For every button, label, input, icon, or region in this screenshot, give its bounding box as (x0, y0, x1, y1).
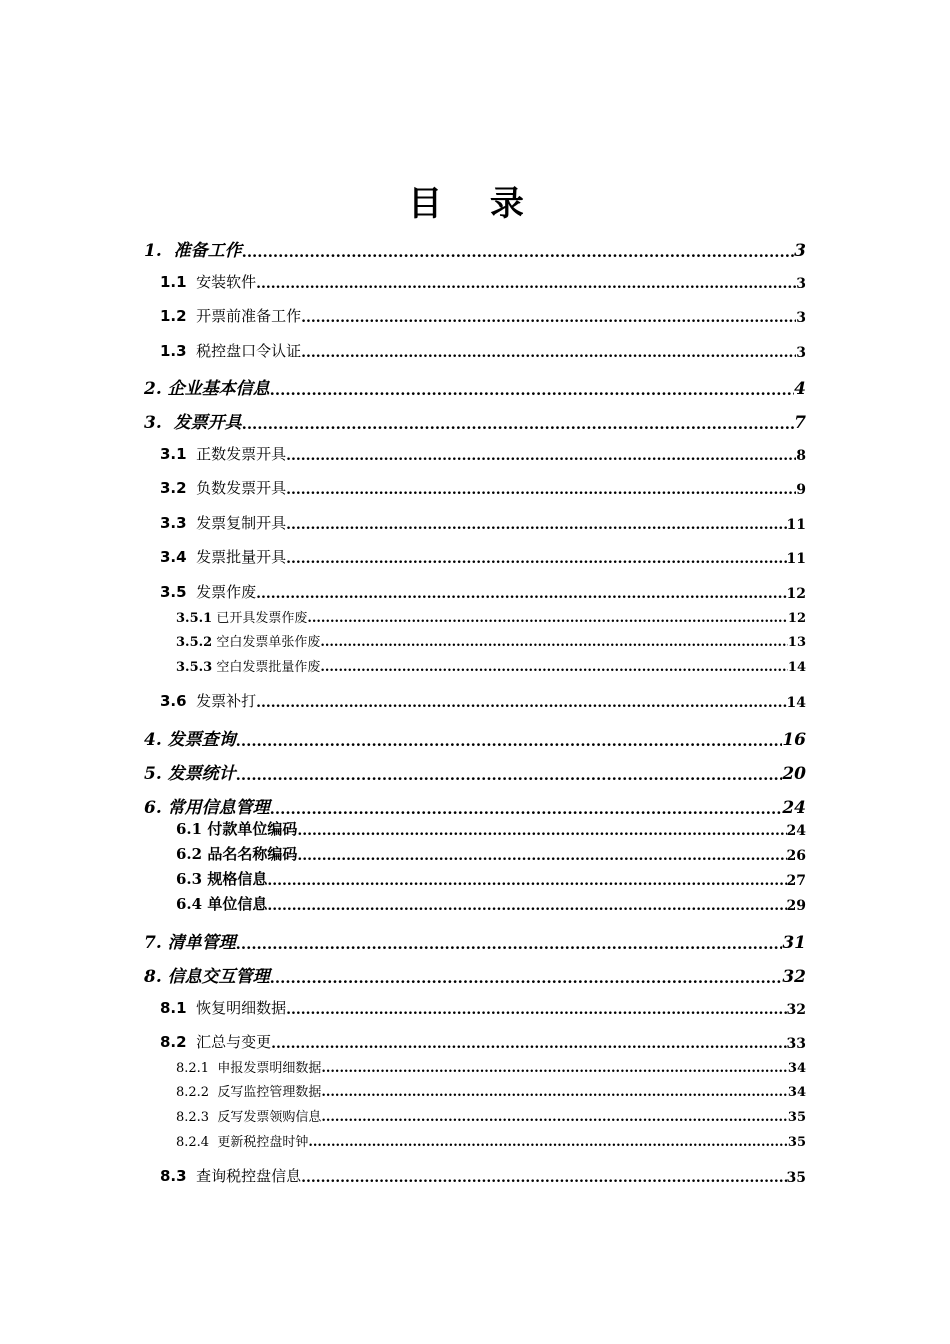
toc-entry[interactable]: 3.6 发票补打 ..... 14 (160, 690, 806, 711)
page-number: 11 (786, 551, 806, 567)
toc-entry[interactable]: 8.2 汇总与变更 ..... 33 (160, 1031, 806, 1052)
page-number: 34 (787, 1085, 806, 1100)
toc-entry[interactable]: 6. 常用信息管理 ..... 24 (144, 793, 806, 818)
toc-entry[interactable]: 6.4 单位信息 ..... 29 (176, 893, 806, 914)
toc-entry[interactable]: 8.2.2 反写监控管理数据 ..... 34 (176, 1081, 806, 1100)
page-number: 20 (782, 764, 806, 784)
page-number: 32 (782, 967, 806, 987)
toc-entry[interactable]: 3.1 正数发票开具 ..... 8 (160, 443, 806, 464)
page-number: 3 (796, 276, 806, 292)
toc-entry[interactable]: 3.2 负数发票开具 ..... 9 (160, 477, 806, 498)
page-number: 14 (786, 695, 806, 711)
toc-entry[interactable]: 1.3 税控盘口令认证 ..... 3 (160, 340, 806, 361)
toc-entry[interactable]: 4. 发票查询 ..... 16 (144, 725, 806, 750)
toc-entry[interactable]: 8.2.1 申报发票明细数据 ..... 34 (176, 1057, 806, 1076)
toc-entry[interactable]: 2. 企业基本信息 ..... 4 (144, 374, 806, 399)
toc-entry[interactable]: 1.2 开票前准备工作 ..... 3 (160, 305, 806, 326)
page-number: 16 (782, 730, 806, 750)
toc-entry[interactable]: 1. 准备工作 ..... 3 (144, 236, 806, 261)
page-number: 34 (787, 1061, 806, 1076)
toc-entry[interactable]: 3.5.1 已开具发票作废 ..... 12 (176, 607, 806, 626)
page-number: 27 (786, 873, 806, 889)
toc-title: 目 录 (408, 184, 542, 224)
page-number: 35 (787, 1135, 806, 1150)
toc-entry[interactable]: 7. 清单管理 ..... 31 (144, 928, 806, 953)
page-number: 24 (782, 798, 806, 818)
toc-entry[interactable]: 8.1 恢复明细数据 ..... 32 (160, 997, 806, 1018)
page-number: 31 (782, 933, 806, 953)
toc-entry[interactable]: 6.1 付款单位编码 ..... 24 (176, 818, 806, 839)
page-number: 9 (796, 482, 806, 498)
toc-entry[interactable]: 3.3 发票复制开具 ..... 11 (160, 512, 806, 533)
page-number: 24 (786, 823, 806, 839)
toc-entry[interactable]: 8. 信息交互管理 ..... 32 (144, 962, 806, 987)
toc-entry[interactable]: 1.1 安装软件 ..... 3 (160, 271, 806, 292)
toc-entry[interactable]: 3.5.3 空白发票批量作废 ..... 14 (176, 656, 806, 675)
page-number: 11 (786, 517, 806, 533)
toc-entry[interactable]: 3.5 发票作废 ..... 12 (160, 581, 806, 602)
page-number: 3 (796, 345, 806, 361)
page-number: 4 (794, 379, 806, 399)
page-number: 14 (787, 660, 806, 675)
page-number: 12 (787, 611, 806, 626)
toc-entry[interactable]: 5. 发票统计 ..... 20 (144, 759, 806, 784)
page-number: 3 (796, 310, 806, 326)
page-number: 35 (787, 1110, 806, 1125)
toc-entry[interactable]: 6.2 品名名称编码 ..... 26 (176, 843, 806, 864)
toc-entry[interactable]: 3. 发票开具 ..... 7 (144, 408, 806, 433)
page-number: 26 (786, 848, 806, 864)
page-number: 13 (787, 635, 806, 650)
page-number: 12 (786, 586, 806, 602)
page-number: 8 (796, 448, 806, 464)
toc-entry[interactable]: 8.2.3 反写发票领购信息 ..... 35 (176, 1106, 806, 1125)
page-number: 3 (794, 241, 806, 261)
toc-entry[interactable]: 8.3 查询税控盘信息 ..... 35 (160, 1165, 806, 1186)
page-number: 35 (786, 1170, 806, 1186)
toc-entry[interactable]: 6.3 规格信息 ..... 27 (176, 868, 806, 889)
page-number: 33 (786, 1036, 806, 1052)
toc-entry[interactable]: 8.2.4 更新税控盘时钟 ..... 35 (176, 1131, 806, 1150)
page-number: 29 (786, 898, 806, 914)
toc-entry[interactable]: 3.5.2 空白发票单张作废 ..... 13 (176, 631, 806, 650)
page-number: 7 (794, 413, 806, 433)
toc-entry[interactable]: 3.4 发票批量开具 ..... 11 (160, 546, 806, 567)
page-number: 32 (786, 1002, 806, 1018)
